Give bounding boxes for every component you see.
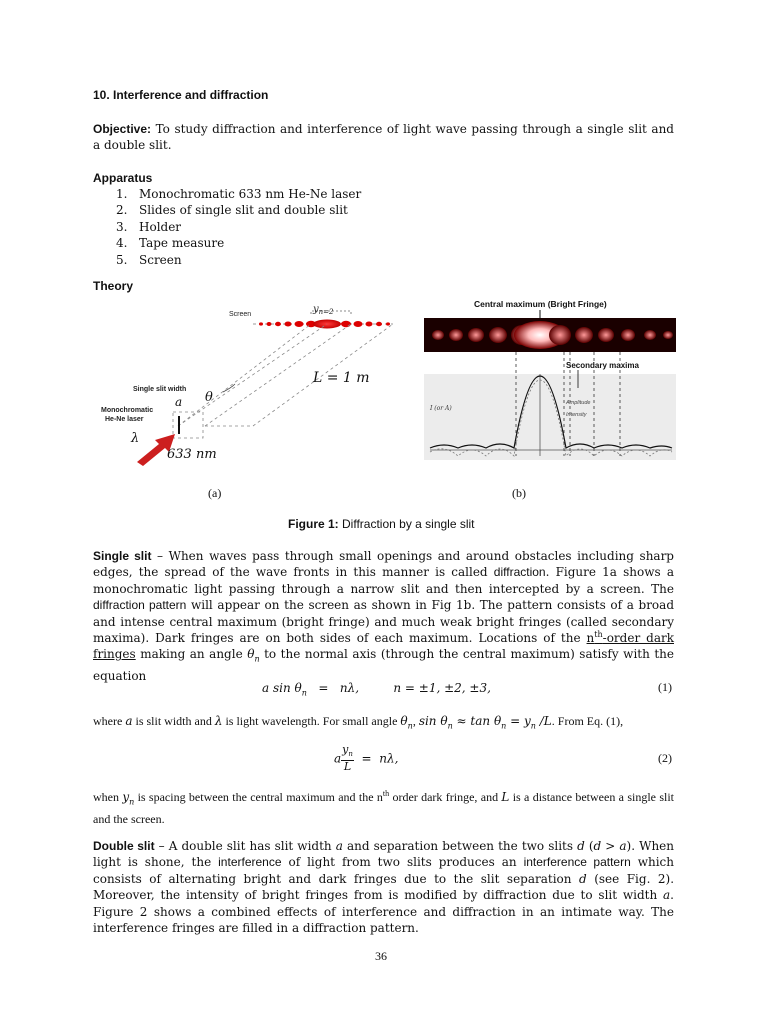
axis-label: I (or A) xyxy=(430,405,452,412)
apparatus-item: 2. Slides of single slit and double slit xyxy=(116,203,348,218)
double-slit-paragraph: Double slit – A double slit has slit width a and separation between the two slits d (d > a). When light is shone, the interference of light from two slits produces an interference pattern which consists of alternating bright and dark fringes due to the slit separation d (see Fig. 2). Moreover, the intensity of bright fringes from is modified by diffraction due to slit width a. Figure 2 shows a combined effects of interference and diffraction in an intimate way. The interference fringes are filled in a diffraction pattern. xyxy=(93,839,675,936)
yn-label: $y_{n=2}$ xyxy=(313,304,334,316)
slit-holder xyxy=(173,412,203,438)
caption-a: (a) xyxy=(208,486,222,500)
section-title: 10. Interference and diffraction xyxy=(93,88,269,102)
objective-label: Objective: xyxy=(93,122,152,136)
equation-1: a $\sin \theta_n$ = nλ, n = ±1, ±2, ±3, xyxy=(262,681,491,698)
apparatus-item: 5. Screen xyxy=(116,252,182,267)
objective-paragraph xyxy=(93,121,674,154)
objective-text: To study diffraction and interference of light wave passing through a single slit and a double slit. xyxy=(93,122,674,153)
apparatus-list xyxy=(116,186,361,268)
equation-2: a $\frac{y_n}{L}$ = nλ, xyxy=(334,743,399,774)
theta-label: θ xyxy=(205,390,213,405)
apparatus-item: 3. Holder xyxy=(116,219,182,234)
equation-2-number: (2) xyxy=(658,751,672,765)
when-paragraph: when $y_n$ is spacing between the central maximum and the $n^{th}$ order dark fringe, and L is a distance between a single slit and the screen. xyxy=(93,789,674,826)
central-max-title: Central maximum (Bright Fringe) xyxy=(474,299,607,309)
lambda-label: λ xyxy=(131,431,140,446)
apparatus-item: 1. Monochromatic 633 nm He-Ne laser xyxy=(116,187,362,201)
fringe-dots xyxy=(259,320,390,329)
slit-width-label: Single slit width xyxy=(133,386,187,393)
apparatus-item: 4. Tape measure xyxy=(116,236,225,251)
distance-label: L = 1 m xyxy=(313,370,370,386)
figure-1b-diagram xyxy=(424,296,676,460)
laser-label-1: Monochromatic xyxy=(101,407,154,414)
screen-label: Screen xyxy=(229,311,252,318)
single-slit-paragraph: Single slit – When waves pass through small openings and around obstacles including sharp edges, the spread of the wave fronts in this manner is called diffraction. Figure 1a shows a monochromatic light passing through a narrow slit and then intercepted by a screen. The diffraction pattern will appear on the screen as shown in Fig 1b. The pattern consists of a broad and intense central maximum (bright fringe) and much weak bright fringes (called secondary maxima). Dark fringes are on both sides of each maximum. Locations of the $n^{th}$-order dark fringes making an angle $\theta_n$ to the normal axis (through the central maximum) satisfy with the equation xyxy=(93,549,674,684)
secondary-maxima-label: Secondary maxima xyxy=(566,361,639,370)
amplitude-label: Amplitude xyxy=(566,400,591,406)
caption-b: (b) xyxy=(512,486,526,500)
where-line: where a is slit width and λ is light wavelength. For small angle $\theta_n$, $\sin \theta_n \approx \tan \theta_n = y_n$ /L. From Eq. (1), xyxy=(93,714,624,731)
figure-1a-diagram xyxy=(93,300,403,470)
apparatus-heading: Apparatus xyxy=(93,171,153,185)
a-label: a xyxy=(175,395,183,409)
wavelength-label: 633 nm xyxy=(167,447,217,462)
theory-heading: Theory xyxy=(93,279,134,293)
figure-caption: Figure 1: Diffraction by a single slit xyxy=(288,517,475,531)
laser-label-2: He-Ne laser xyxy=(105,416,144,423)
equation-1-number: (1) xyxy=(658,680,672,694)
intensity-label: Intensity xyxy=(566,412,587,418)
page-number: 36 xyxy=(375,949,387,963)
